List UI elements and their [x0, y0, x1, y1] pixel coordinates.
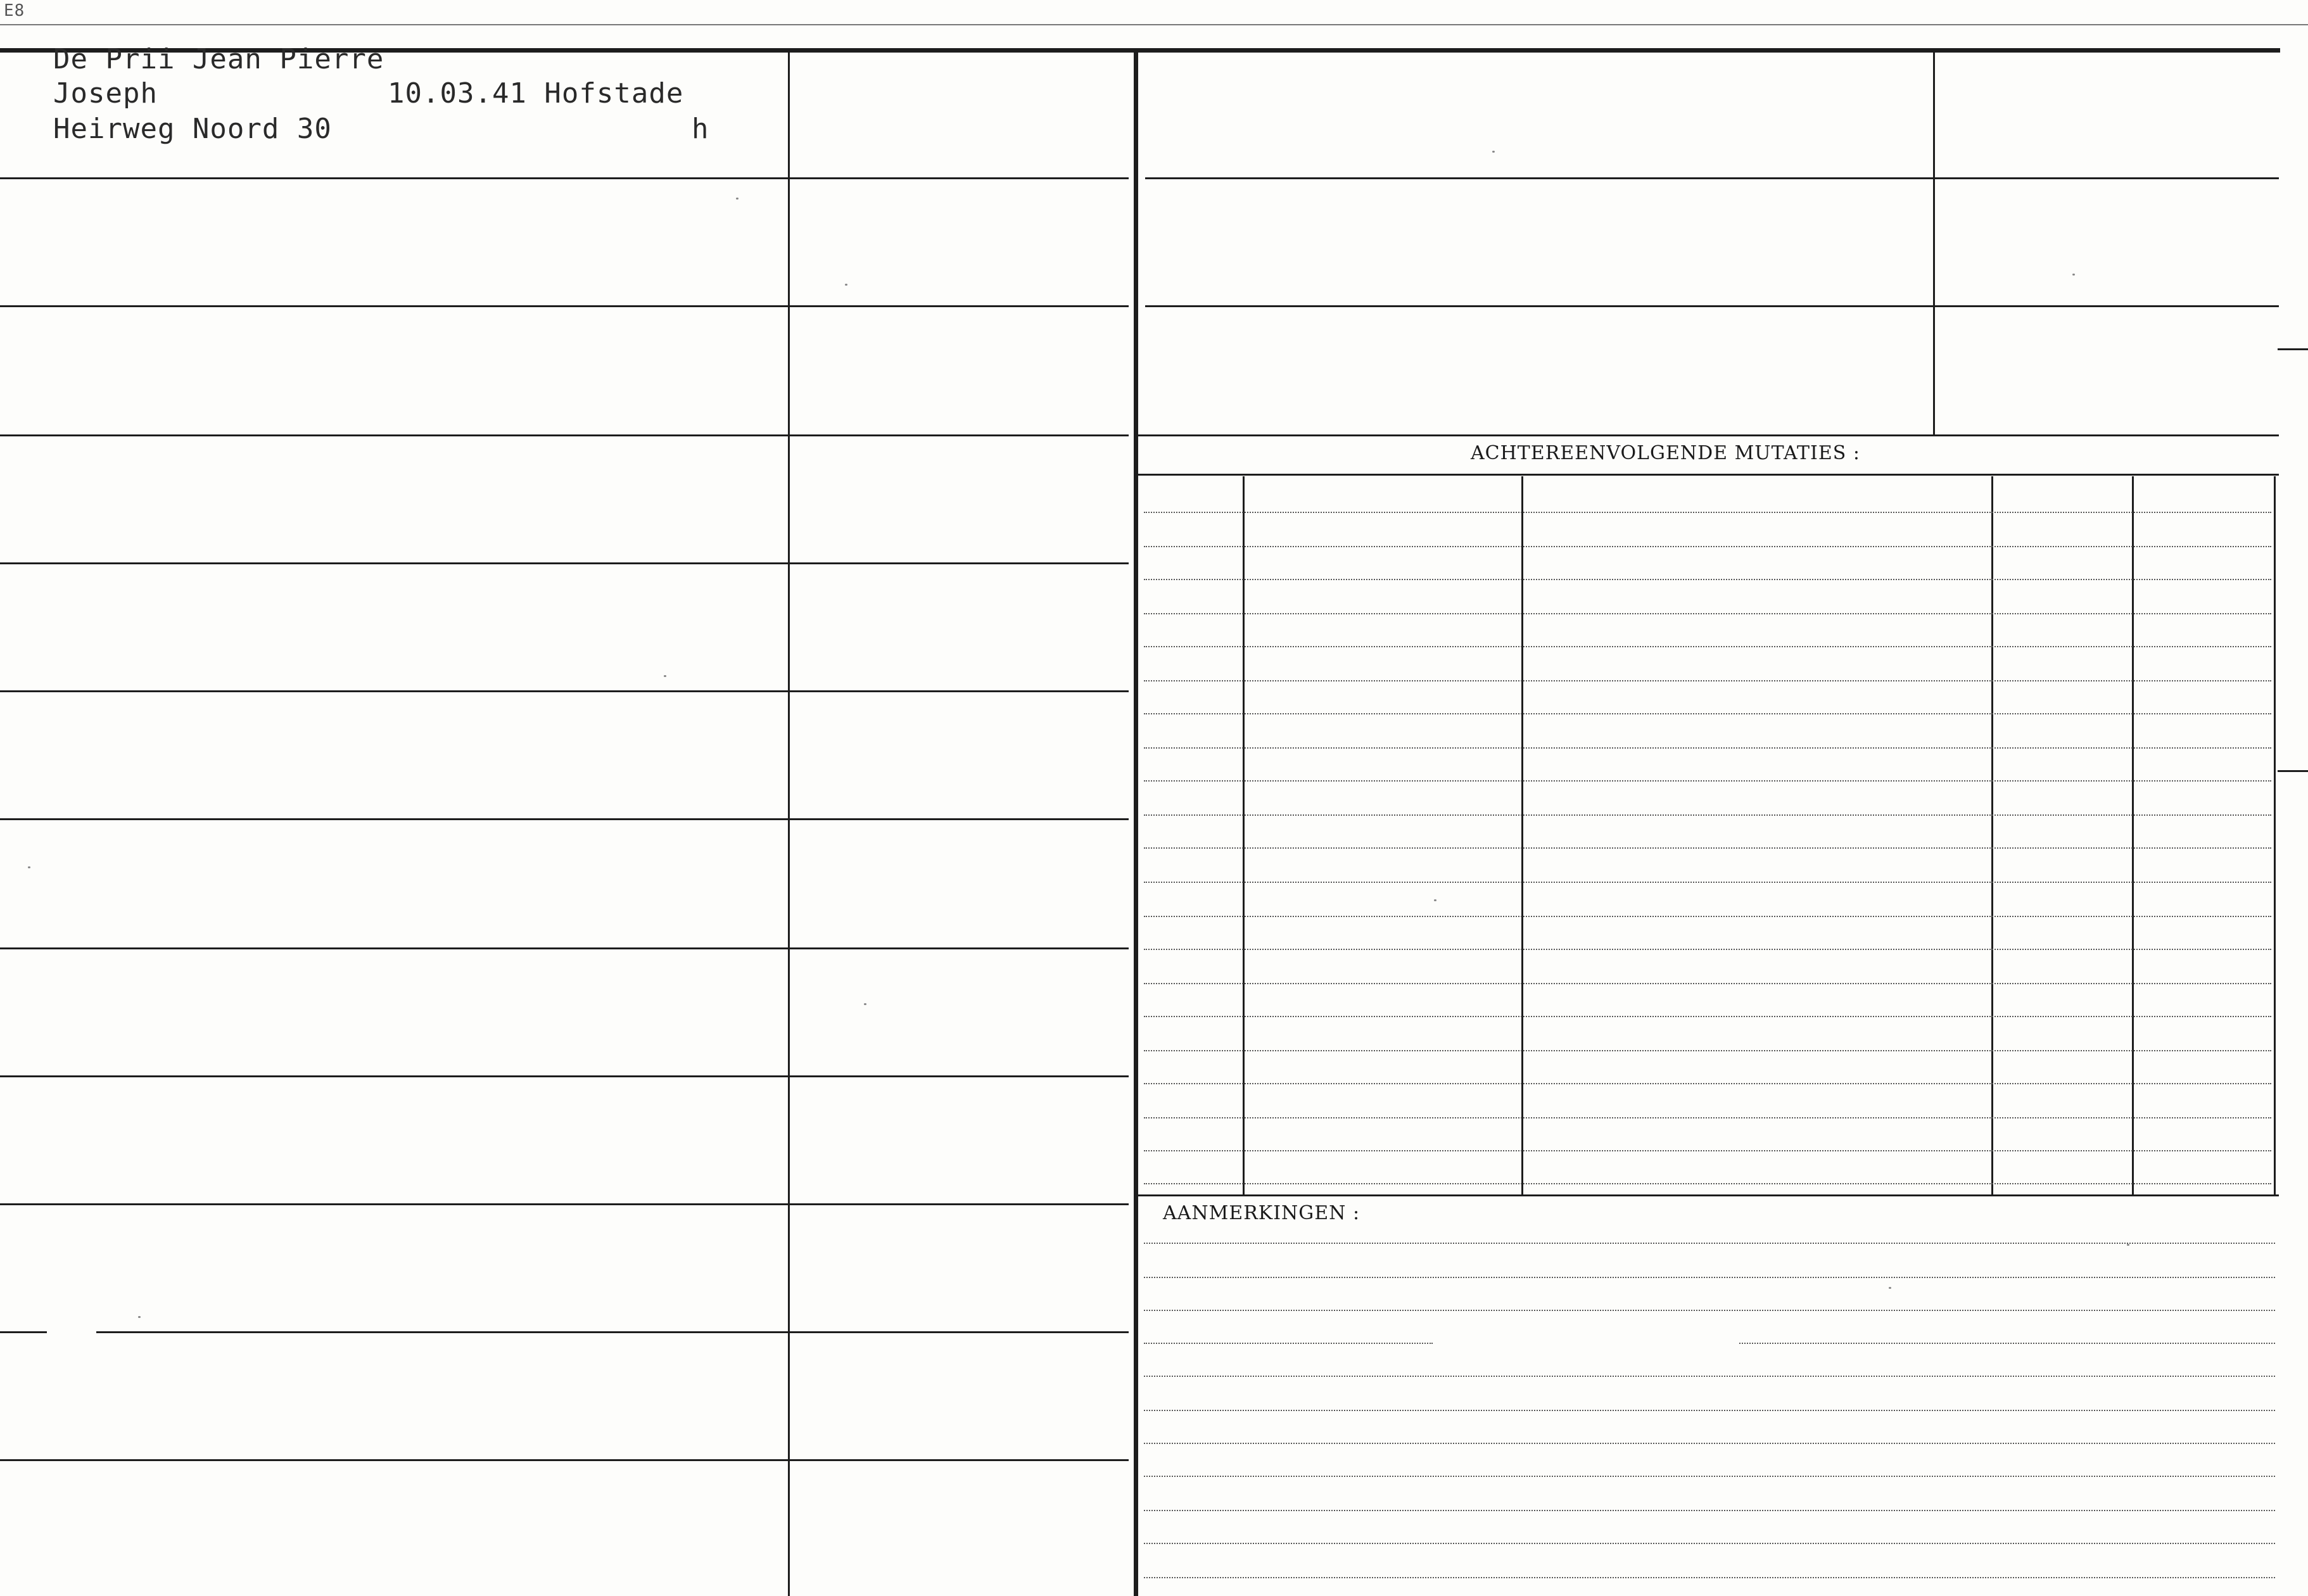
corner-mark: E8 [4, 1, 25, 20]
mutations-row [1144, 1016, 2271, 1017]
left-row-rule [0, 1203, 1129, 1205]
mutations-row [1144, 983, 2271, 984]
remarks-line [1144, 1443, 2275, 1444]
mutations-row [1144, 1117, 2271, 1118]
mutations-col-5 [2274, 476, 2276, 1194]
right-margin-tick [2278, 770, 2308, 772]
left-row-rule [0, 305, 1129, 307]
scan-speck [736, 198, 739, 200]
left-row-rule [0, 690, 1129, 692]
mutations-row [1144, 916, 2271, 917]
mutations-row [1144, 847, 2271, 849]
remarks-line [1144, 1243, 2275, 1244]
mutations-row [1144, 713, 2271, 714]
scan-speck [2072, 274, 2075, 276]
mutations-row [1144, 1050, 2271, 1051]
record-name: De Prii Jean Pierre [53, 43, 384, 75]
remarks-line [1144, 1343, 1433, 1344]
remarks-line [1144, 1410, 2275, 1411]
scan-speck [845, 284, 847, 286]
scan-speck [664, 675, 666, 677]
scan-speck [1434, 899, 1436, 901]
mutations-row [1144, 512, 2271, 513]
left-column-divider [788, 48, 790, 1596]
left-row-rule [0, 562, 1129, 564]
remarks-line [1144, 1376, 2275, 1377]
right-upper-divider [1933, 48, 1935, 434]
mutations-row [1144, 780, 2271, 782]
right-margin-tick [2278, 348, 2308, 350]
remarks-line [1739, 1343, 2275, 1344]
remarks-line [1144, 1577, 2275, 1578]
left-row-rule [0, 818, 1129, 820]
top-edge-rule [0, 24, 2308, 25]
mutations-col-1 [1243, 476, 1245, 1194]
scan-speck [28, 866, 30, 868]
record-marker: h [692, 113, 709, 145]
mutations-row [1144, 646, 2271, 647]
mutations-col-3 [1991, 476, 1993, 1194]
remarks-line [1144, 1476, 2275, 1477]
remarks-line [1144, 1277, 2275, 1278]
scan-speck [138, 1316, 141, 1318]
left-row-rule [0, 947, 1129, 949]
mutations-col-4 [2132, 476, 2134, 1194]
scan-speck [864, 1003, 866, 1005]
mutations-row [1144, 747, 2271, 749]
left-row-rule [0, 1459, 1129, 1461]
remarks-line [1144, 1510, 2275, 1511]
left-row-rule [0, 1331, 47, 1333]
mutations-row [1144, 814, 2271, 816]
mutations-heading: ACHTEREENVOLGENDE MUTATIES : [1471, 442, 1860, 464]
mutations-col-2 [1521, 476, 1523, 1194]
mutations-row [1144, 1183, 2271, 1184]
scan-speck [1492, 151, 1495, 153]
mutations-row [1144, 1150, 2271, 1151]
scan-speck [2127, 1244, 2129, 1246]
mutations-row [1144, 1083, 2271, 1084]
mutations-bottom-rule [1138, 1194, 2279, 1196]
record-birth-info: 10.03.41 Hofstade [388, 77, 684, 110]
record-given-name: Joseph [53, 77, 158, 110]
left-row-rule [96, 1331, 1129, 1333]
mutations-row [1144, 579, 2271, 580]
scan-speck [1889, 1287, 1891, 1289]
record-address: Heirweg Noord 30 [53, 113, 332, 145]
left-row-rule [0, 434, 1129, 436]
mutations-row [1144, 680, 2271, 681]
center-divider [1134, 48, 1138, 1596]
remarks-line [1144, 1310, 2275, 1311]
left-row-rule [0, 177, 1129, 179]
remarks-line [1144, 1543, 2275, 1544]
mutations-row [1144, 882, 2271, 883]
mutations-row [1144, 613, 2271, 614]
mutations-row [1144, 949, 2271, 950]
remarks-heading: AANMERKINGEN : [1163, 1202, 1360, 1224]
mutations-heading-rule [1138, 474, 2279, 476]
left-row-rule [0, 1075, 1129, 1077]
right-upper-rule [1145, 177, 2279, 179]
right-upper-bottom-rule [1138, 434, 2279, 436]
mutations-row [1144, 546, 2271, 547]
right-upper-rule [1145, 305, 2279, 307]
